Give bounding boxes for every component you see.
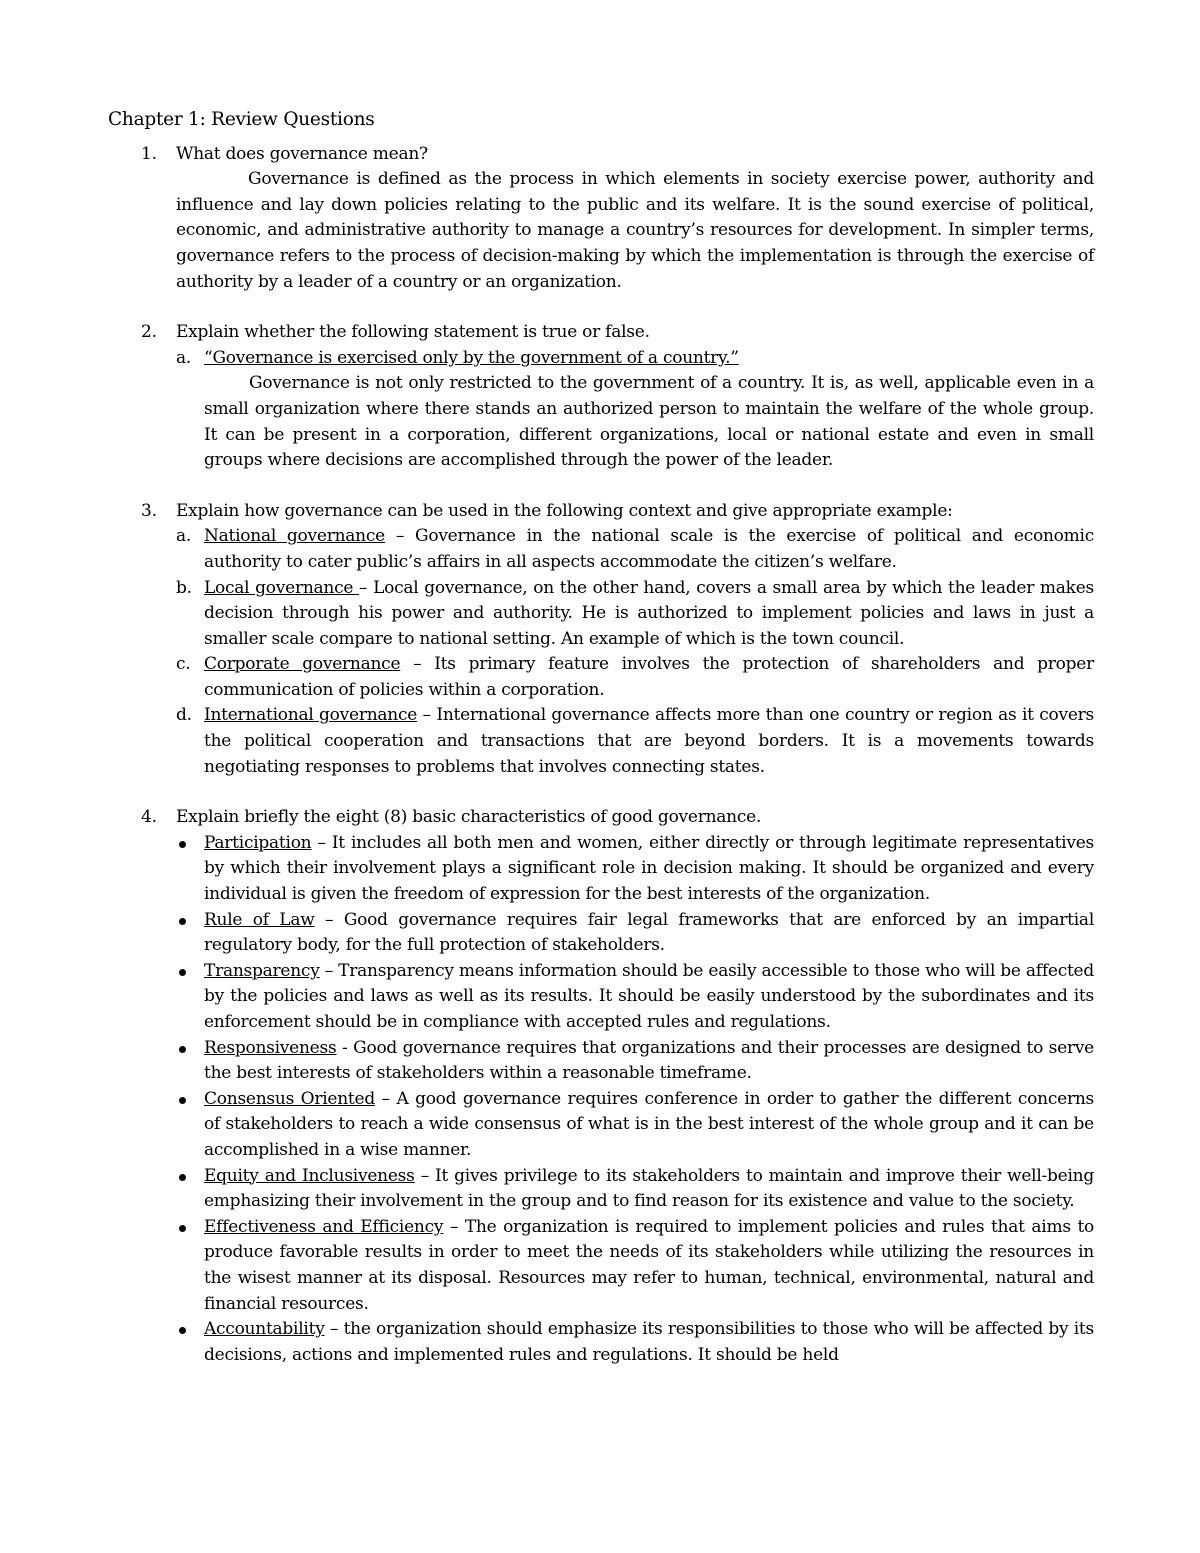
separator: – [417, 705, 437, 726]
list-marker: c. [176, 654, 191, 675]
list-item [176, 524, 1094, 575]
question-number: 3. [141, 500, 157, 521]
term-label: Local governance [204, 577, 360, 598]
bullet-icon [179, 1225, 186, 1232]
question-1 [108, 142, 1094, 296]
list-item [176, 831, 1094, 908]
list-item [176, 576, 1094, 653]
question-number: 1. [141, 143, 157, 164]
term-label: Effectiveness and Efficiency [204, 1216, 444, 1237]
item-text: International governance affects more than one country or region as it covers the political cooperation and transactions that are beyond borders. It is a movements towards negotiating responses to problems that involves connecting states. [204, 705, 1094, 777]
separator: - [336, 1037, 354, 1058]
characteristics-list [176, 831, 1094, 1368]
bullet-icon [179, 1046, 186, 1053]
question-4 [108, 805, 1094, 1368]
item-text: The organization is required to implement policies and rules that aims to produce favorable results in order to meet the needs of its stakeholders while utilizing the resources in the wisest manner at its disposal. Resources may refer to human, technical, environmental, natural and financial resources. [204, 1216, 1095, 1314]
context-list [176, 524, 1094, 780]
list-item [176, 703, 1094, 780]
item-text: A good governance requires conference in order to gather the different concerns of stakeholders to reach a wide consensus of what is in the best interest of the whole group and it can be accomplished in a wise manner. [204, 1088, 1095, 1160]
item-text: Good governance requires fair legal frameworks that are enforced by an impartial regulatory body, for the full protection of stakeholders. [204, 909, 1095, 956]
document-body [108, 107, 1094, 1368]
list-item [176, 1036, 1094, 1087]
question-text: What does governance mean? [176, 143, 428, 164]
item-text: It gives privilege to its stakeholders to maintain and improve their well-being emphasizing their involvement in the group and to find reason for its existence and value to the society. [204, 1165, 1094, 1212]
list-marker: a. [176, 526, 192, 547]
item-text: Governance in the national scale is the exercise of political and economic authority to cater public’s affairs in all aspects accommodate the citizen’s welfare. [204, 526, 1094, 572]
term-label: Rule of Law [204, 909, 315, 930]
term-label: Equity and Inclusiveness [204, 1165, 415, 1186]
list-marker: d. [176, 705, 192, 726]
list-item [176, 908, 1094, 959]
item-text: Good governance requires that organizations and their processes are designed to serve the best interests of stakeholders within a reasonable timeframe. [204, 1037, 1094, 1084]
question-3 [108, 499, 1094, 781]
question-text: Explain whether the following statement is true or false. [176, 322, 650, 343]
list-item [176, 1215, 1094, 1317]
quoted-statement: “Governance is exercised only by the government of a country.” [204, 347, 739, 368]
separator: – [319, 960, 339, 981]
list-item [176, 1087, 1094, 1164]
separator: – [414, 1165, 436, 1186]
item-text: Local governance, on the other hand, covers a small area by which the leader makes decision through his power and authority. He is authorized to implement policies and laws in just a smaller scale compare to national setting. An example of which is the town council. [204, 577, 1094, 649]
term-label: Participation [204, 832, 312, 853]
separator: – [443, 1216, 465, 1237]
question-2 [108, 320, 1094, 474]
term-label: Consensus Oriented [204, 1088, 375, 1109]
question-number: 4. [141, 807, 157, 828]
question-text: Explain briefly the eight (8) basic characteristics of good governance. [176, 807, 762, 828]
page-title: Chapter 1: Review Questions [108, 109, 375, 130]
item-text: Its primary feature involves the protection of shareholders and proper communication of policies within a corporation. [204, 654, 1094, 700]
list-marker: b. [176, 577, 192, 598]
separator: – [359, 577, 374, 598]
separator: – [374, 1088, 397, 1109]
list-item [176, 1164, 1094, 1215]
separator: – [384, 526, 415, 547]
bullet-icon [179, 918, 186, 925]
list-marker: a. [176, 347, 192, 368]
separator: – [324, 1319, 344, 1340]
separator: – [311, 832, 332, 853]
bullet-icon [179, 841, 186, 848]
term-label: Responsiveness [204, 1037, 337, 1058]
term-label: International governance [204, 705, 418, 726]
list-item [176, 959, 1094, 1036]
list-item [176, 652, 1094, 703]
term-label: Corporate governance [204, 654, 401, 675]
answer-paragraph: Governance is defined as the process in which elements in society exercise power, authority and influence and lay down policies relating to the public and its welfare. It is the sound exercise of political, economic, and administrative authority to manage a country’s resources for development. In simpler terms, governance refers to the process of decision-making by which the implementation is through the exercise of authority by a leader of a country or an organization. [176, 169, 1094, 292]
answer-paragraph: Governance is not only restricted to the government of a country. It is, as well, applicable even in a small organization where there stands an authorized person to maintain the welfare of the whole group. It can be present in a corporation, different organizations, local or national estate and even in small groups where decisions are accomplished through the power of the leader. [204, 373, 1094, 471]
separator: – [400, 654, 435, 675]
question-number: 2. [141, 322, 157, 343]
bullet-icon [179, 969, 186, 976]
bullet-icon [179, 1327, 186, 1334]
statement-list [176, 346, 1094, 474]
item-text: Transparency means information should be easily accessible to those who will be affected by the policies and laws as well as its results. It should be easily understood by the subordinates and its enforcement should be in compliance with accepted rules and regulations. [204, 960, 1094, 1032]
question-text: Explain how governance can be used in the following context and give appropriate example: [176, 500, 953, 521]
list-item [176, 346, 1094, 474]
term-label: Transparency [204, 960, 320, 981]
bullet-icon [179, 1174, 186, 1181]
term-label: National governance [204, 526, 385, 547]
bullet-icon [179, 1097, 186, 1104]
item-text: the organization should emphasize its responsibilities to those who will be affected by its decisions, actions and implemented rules and regulations. It should be held [204, 1319, 1094, 1365]
item-text: It includes all both men and women, either directly or through legitimate representatives by which their involvement plays a significant role in decision making. It should be organized and every individual is given the freedom of expression for the best interests of the organization. [204, 832, 1094, 905]
separator: – [314, 909, 344, 930]
list-item [176, 1317, 1094, 1368]
term-label: Accountability [204, 1319, 325, 1340]
